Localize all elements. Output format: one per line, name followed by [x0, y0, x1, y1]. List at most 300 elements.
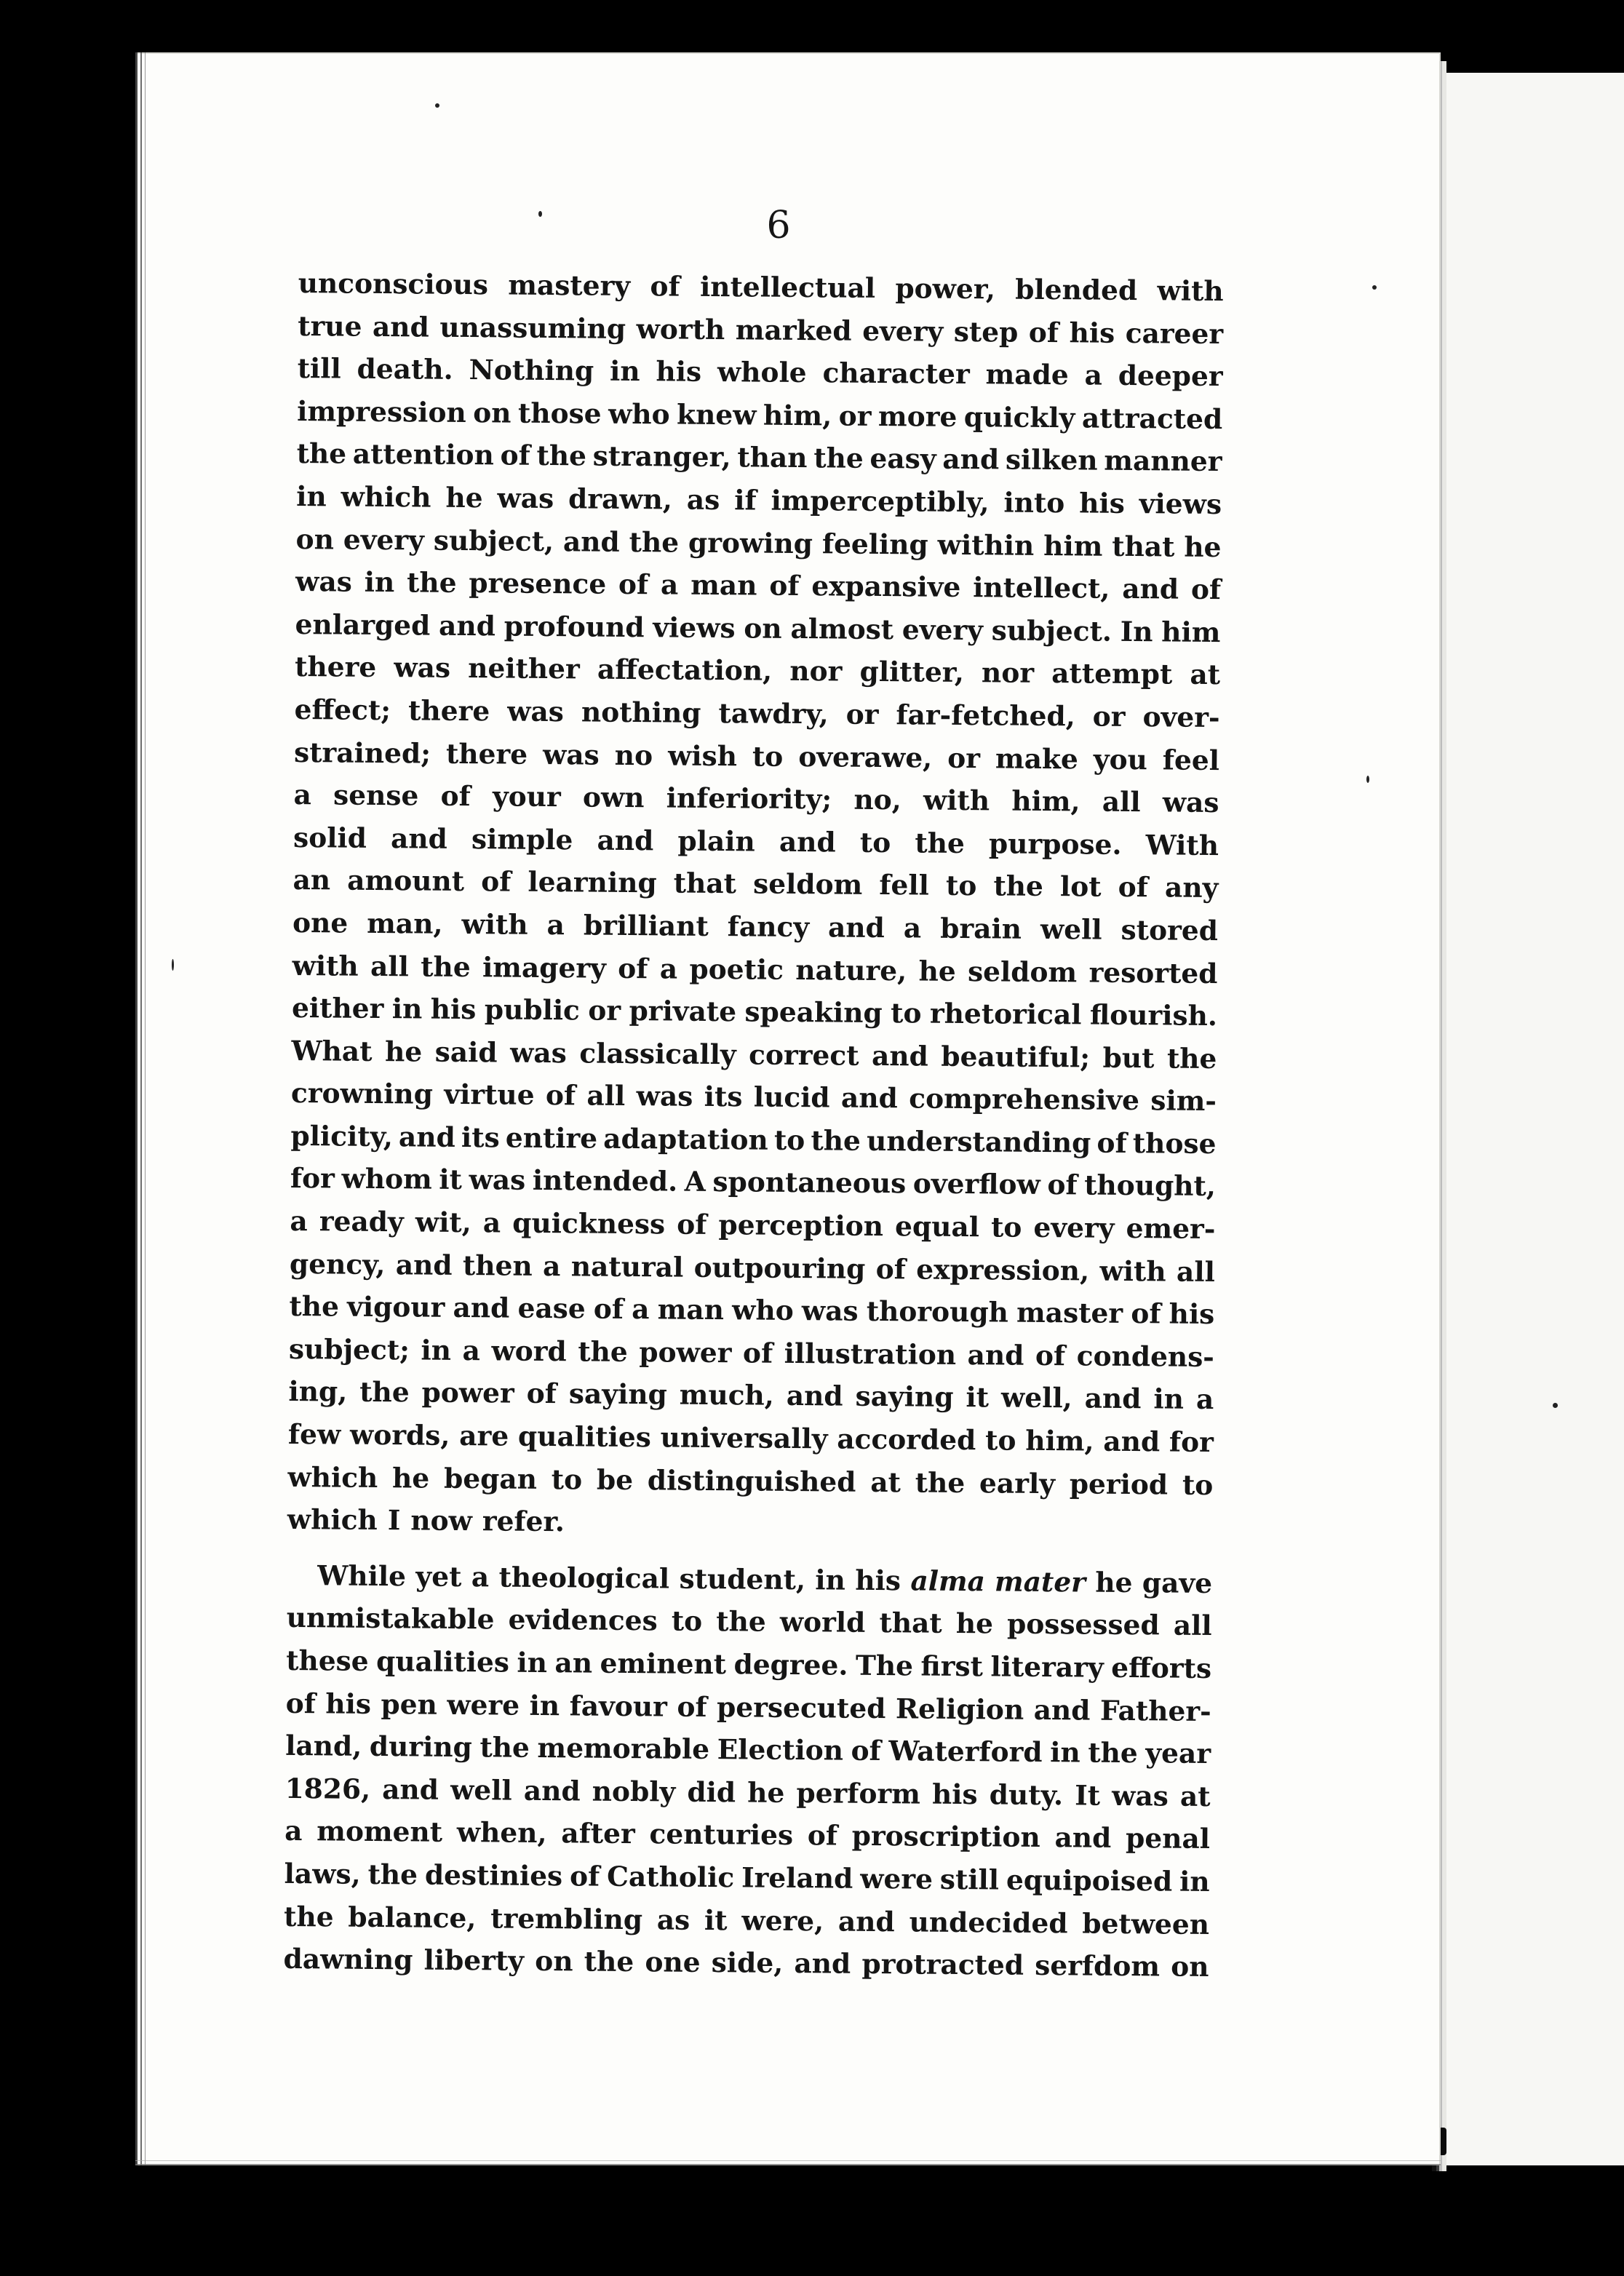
- word: was: [497, 482, 554, 515]
- text-line: [291, 1030, 1217, 1081]
- word: to: [1182, 1468, 1214, 1501]
- word: wit,: [415, 1206, 471, 1239]
- word: and: [840, 1081, 899, 1115]
- word: of: [1131, 1297, 1161, 1330]
- word: the: [367, 1858, 418, 1891]
- word: profound: [503, 610, 645, 643]
- word: knew: [676, 398, 757, 431]
- word: of: [285, 1687, 317, 1719]
- word: attention: [352, 438, 495, 471]
- word: of: [807, 1819, 838, 1852]
- word: brain: [940, 912, 1022, 945]
- word: the: [406, 566, 457, 600]
- word: nothing: [581, 696, 701, 729]
- word: gency,: [289, 1247, 386, 1281]
- word: and: [942, 443, 1000, 476]
- word: for: [1169, 1425, 1214, 1459]
- word: distinguished: [647, 1463, 856, 1498]
- word: equipoised: [1006, 1863, 1173, 1898]
- text-line: [286, 1639, 1211, 1690]
- word: his: [325, 1687, 372, 1720]
- word: unassuming: [439, 311, 626, 345]
- word: him,: [763, 399, 832, 432]
- word: penal: [1125, 1822, 1211, 1855]
- word: if: [734, 484, 757, 517]
- text-line: [290, 1200, 1215, 1251]
- word: subject;: [288, 1332, 410, 1366]
- word: wish: [667, 739, 738, 772]
- word: true: [298, 309, 362, 343]
- word: speaking: [744, 995, 883, 1030]
- word: impression: [297, 394, 466, 429]
- word: well: [1040, 912, 1102, 946]
- word: student,: [679, 1562, 806, 1596]
- word: perform: [796, 1776, 921, 1810]
- word: and: [1054, 1821, 1112, 1855]
- word: a: [546, 908, 565, 942]
- word: who: [608, 397, 670, 431]
- word: and: [390, 821, 448, 855]
- word: at: [1179, 1780, 1211, 1813]
- word: refer.: [482, 1505, 565, 1538]
- word: with: [292, 949, 359, 982]
- word: your: [492, 780, 561, 813]
- word: master: [1016, 1296, 1123, 1330]
- word: of: [526, 1377, 557, 1410]
- word: quickly: [963, 400, 1075, 434]
- word: a: [542, 1249, 561, 1282]
- word: silken: [1005, 443, 1098, 477]
- word: rhetorical: [929, 997, 1082, 1031]
- word: make: [995, 741, 1079, 775]
- word: period: [1069, 1467, 1169, 1501]
- word: solid: [292, 821, 367, 854]
- word: of: [593, 1292, 624, 1326]
- word: plicity,: [290, 1119, 394, 1153]
- text-line: [284, 1895, 1209, 1946]
- word: with: [1157, 274, 1224, 308]
- word: well,: [1000, 1381, 1072, 1414]
- word: his: [1069, 316, 1115, 349]
- word: quickness: [512, 1206, 666, 1241]
- word: either: [291, 992, 384, 1025]
- word: every: [1033, 1211, 1115, 1244]
- word: accorded: [837, 1422, 976, 1457]
- text-line: [284, 1810, 1210, 1861]
- word: expansive: [811, 570, 961, 604]
- word: Nothing: [469, 354, 594, 387]
- word: during: [369, 1730, 473, 1764]
- word: efforts: [1111, 1651, 1212, 1685]
- word: nor: [981, 656, 1035, 690]
- word: which: [341, 480, 431, 514]
- word: was: [469, 1163, 526, 1197]
- paragraph: [283, 1554, 1212, 1989]
- word: it: [966, 1381, 990, 1414]
- word: imagery: [482, 950, 607, 984]
- word: nobly: [592, 1775, 676, 1808]
- word: a: [632, 1293, 650, 1326]
- text-line: [283, 1938, 1209, 1989]
- scan-speck: [1372, 285, 1377, 290]
- word: was: [295, 565, 353, 598]
- text-line: [285, 1682, 1211, 1733]
- word: those: [1132, 1126, 1217, 1160]
- word: the: [578, 1335, 628, 1368]
- word: it: [439, 1163, 463, 1196]
- word: centuries: [649, 1818, 794, 1852]
- word: entire: [505, 1121, 598, 1155]
- word: dawning: [283, 1943, 413, 1976]
- word: at: [870, 1465, 901, 1498]
- word: whom: [341, 1163, 432, 1196]
- word: a: [1195, 1383, 1214, 1416]
- text-line: [295, 645, 1220, 696]
- word: death.: [357, 352, 453, 386]
- word: resorted: [1088, 956, 1218, 990]
- text-line: [290, 1243, 1215, 1294]
- text-line: [297, 390, 1222, 441]
- word: far-fetched,: [896, 699, 1075, 733]
- word: to: [984, 1424, 1016, 1457]
- word: and: [523, 1774, 581, 1807]
- word: word: [491, 1334, 567, 1368]
- word: one: [645, 1946, 701, 1979]
- word: to: [890, 997, 922, 1030]
- word: of: [1035, 1339, 1066, 1372]
- body-text: [283, 262, 1224, 1989]
- word: evidences: [508, 1603, 658, 1637]
- word: laws,: [284, 1857, 361, 1890]
- scan-speck: [435, 103, 439, 108]
- word: sim-: [1150, 1084, 1217, 1118]
- word: the: [296, 437, 347, 470]
- text-line: [289, 1328, 1214, 1379]
- word: and: [395, 1248, 453, 1281]
- word: plain: [677, 824, 755, 858]
- text-line: [290, 1115, 1216, 1166]
- text-line: [292, 944, 1217, 995]
- word: those: [517, 397, 602, 430]
- word: and: [1084, 1382, 1142, 1415]
- word: and: [967, 1338, 1024, 1372]
- word: a: [660, 568, 679, 601]
- word: with: [923, 784, 990, 817]
- word: to: [752, 740, 784, 773]
- word: neither: [468, 652, 580, 685]
- word: world: [779, 1606, 866, 1639]
- word: then: [462, 1249, 533, 1282]
- word: made: [985, 358, 1069, 391]
- word: him,: [1011, 784, 1080, 818]
- word: words,: [349, 1418, 450, 1452]
- word: intellectual: [699, 270, 876, 304]
- word: and: [837, 1905, 895, 1938]
- word: views: [653, 611, 736, 645]
- word: man: [690, 568, 757, 602]
- word: a: [903, 912, 922, 944]
- word: he: [445, 481, 483, 514]
- word: inferiority;: [666, 781, 832, 816]
- italic-phrase: alma mater: [910, 1564, 1086, 1599]
- word: blended: [1015, 273, 1138, 307]
- word: but: [1102, 1041, 1155, 1074]
- word: and: [1122, 573, 1179, 605]
- word: of: [618, 952, 648, 984]
- word: step: [953, 315, 1019, 349]
- word: are: [459, 1420, 509, 1452]
- word: than: [737, 441, 808, 474]
- word: in: [609, 354, 640, 388]
- word: views: [1139, 488, 1222, 521]
- word: was: [1162, 786, 1219, 819]
- word: theological: [498, 1561, 670, 1595]
- word: a: [482, 1206, 501, 1239]
- word: he: [747, 1776, 785, 1809]
- word: an: [292, 864, 331, 896]
- word: expression,: [916, 1253, 1090, 1287]
- word: or: [1092, 700, 1126, 733]
- word: subject,: [433, 524, 554, 557]
- word: correct: [748, 1038, 859, 1072]
- word: that: [1112, 530, 1175, 563]
- word: saying: [568, 1377, 667, 1411]
- word: his: [656, 355, 702, 389]
- word: of: [618, 568, 649, 601]
- word: the: [1088, 1736, 1138, 1770]
- page-number: 6: [766, 204, 791, 247]
- word: within: [937, 528, 1035, 562]
- word: and: [562, 525, 620, 558]
- word: every: [861, 314, 944, 348]
- word: the: [716, 1605, 766, 1639]
- word: in: [391, 992, 423, 1025]
- word: purpose.: [988, 827, 1122, 861]
- word: of: [1047, 1169, 1078, 1201]
- word: qualities: [517, 1420, 652, 1454]
- word: attempt: [1051, 657, 1173, 691]
- word: destinies: [424, 1858, 563, 1893]
- word: protracted: [861, 1948, 1024, 1981]
- word: vigour: [346, 1290, 445, 1324]
- word: in: [421, 1334, 452, 1366]
- word: the: [811, 1124, 861, 1157]
- word: lucid: [753, 1081, 830, 1114]
- scan-speck: [538, 211, 542, 217]
- word: simple: [471, 822, 573, 856]
- word: adaptation: [603, 1122, 768, 1156]
- word: now: [410, 1504, 473, 1537]
- word: a: [659, 952, 678, 985]
- word: all: [370, 950, 410, 982]
- word: and: [786, 1380, 843, 1413]
- word: and: [372, 310, 429, 343]
- word: to: [945, 870, 977, 902]
- word: Waterford: [888, 1735, 1043, 1769]
- word: all: [1173, 1609, 1212, 1642]
- word: the: [536, 439, 587, 472]
- word: after: [561, 1817, 635, 1850]
- page-left-edge: [135, 52, 154, 2165]
- word: of: [650, 270, 680, 303]
- word: equal: [894, 1210, 980, 1244]
- word: was: [636, 1080, 693, 1113]
- word: and: [1103, 1425, 1161, 1458]
- word: to: [551, 1463, 583, 1496]
- word: every: [901, 613, 984, 646]
- word: persecuted: [716, 1690, 886, 1724]
- word: proscription: [851, 1820, 1040, 1854]
- word: on: [535, 1945, 573, 1978]
- word: in: [364, 565, 395, 599]
- word: illustration: [784, 1337, 957, 1371]
- text-line: [284, 1853, 1209, 1903]
- word: learning: [528, 866, 657, 899]
- word: well: [450, 1773, 512, 1807]
- word: on: [744, 612, 782, 645]
- word: of: [851, 1734, 882, 1767]
- word: in: [1050, 1736, 1080, 1769]
- word: to: [773, 1123, 805, 1156]
- word: whole: [717, 356, 807, 389]
- word: said: [434, 1035, 498, 1069]
- word: unconscious: [298, 266, 489, 301]
- word: almost: [790, 612, 894, 645]
- word: the: [993, 870, 1044, 903]
- word: growing: [688, 526, 813, 560]
- word: of: [742, 1337, 773, 1369]
- word: or: [845, 698, 879, 731]
- text-line: [298, 305, 1223, 356]
- word: first: [920, 1650, 984, 1683]
- word: of: [545, 1079, 576, 1112]
- text-line: [292, 902, 1218, 952]
- word: intended.: [532, 1164, 678, 1198]
- word: was: [507, 695, 565, 728]
- word: and: [438, 609, 496, 642]
- word: and: [871, 1039, 929, 1073]
- word: ready: [319, 1205, 405, 1238]
- word: and: [1033, 1693, 1091, 1727]
- word: all: [1102, 785, 1141, 819]
- page-bottom-edge: [135, 2152, 1441, 2165]
- word: the: [915, 827, 966, 859]
- word: him: [1161, 616, 1221, 648]
- word: overawe,: [798, 740, 933, 774]
- word: thorough: [866, 1295, 1009, 1329]
- word: of: [677, 1690, 707, 1723]
- word: eminent: [600, 1647, 727, 1681]
- word: duty.: [989, 1778, 1064, 1812]
- word: in: [295, 480, 327, 513]
- text-line: [292, 987, 1217, 1038]
- word: the: [629, 525, 680, 559]
- word: or: [588, 994, 621, 1027]
- text-line: [284, 1767, 1210, 1818]
- text-line: [287, 1554, 1212, 1605]
- word: the: [359, 1376, 410, 1409]
- text-line: [289, 1285, 1214, 1336]
- word: understanding: [866, 1124, 1091, 1159]
- word: strained;: [293, 736, 431, 770]
- scan-speck: [1366, 776, 1369, 783]
- word: and: [597, 824, 654, 857]
- word: began: [443, 1462, 538, 1495]
- word: power: [421, 1376, 514, 1410]
- word: a: [284, 1815, 303, 1847]
- word: In: [1120, 615, 1153, 648]
- word: be: [596, 1463, 634, 1496]
- word: perception: [718, 1209, 884, 1243]
- word: nature,: [795, 953, 907, 987]
- word: of: [440, 779, 471, 813]
- word: to: [671, 1604, 703, 1638]
- word: as: [656, 1903, 690, 1936]
- word: power,: [895, 272, 996, 306]
- word: lot: [1059, 870, 1102, 903]
- word: which: [287, 1503, 378, 1537]
- word: land,: [285, 1730, 362, 1763]
- text-line: [290, 1157, 1216, 1208]
- word: when,: [456, 1816, 547, 1850]
- word: pen: [381, 1687, 438, 1721]
- word: brilliant: [583, 909, 709, 942]
- word: 1826,: [284, 1772, 371, 1805]
- word: was: [394, 651, 451, 685]
- word: ease: [517, 1292, 586, 1325]
- text-line: [293, 773, 1219, 824]
- word: the: [289, 1290, 340, 1323]
- word: to: [990, 1211, 1022, 1244]
- text-line: [296, 432, 1222, 483]
- word: drawn,: [568, 482, 673, 516]
- word: in: [815, 1564, 846, 1596]
- scan-speck: [172, 959, 174, 971]
- word: stored: [1121, 913, 1219, 947]
- word: he: [384, 1035, 423, 1068]
- word: on: [295, 522, 335, 556]
- word: Catholic: [606, 1860, 735, 1894]
- word: Father-: [1099, 1694, 1211, 1727]
- text-line: [287, 1498, 1213, 1549]
- word: it: [704, 1903, 728, 1936]
- word: spontaneous: [712, 1166, 907, 1200]
- word: With: [1145, 828, 1219, 862]
- text-line: [288, 1370, 1214, 1421]
- word: manner: [1104, 445, 1222, 478]
- word: with: [1099, 1254, 1166, 1288]
- word: there: [407, 694, 490, 728]
- word: the: [479, 1731, 530, 1764]
- word: were: [860, 1862, 934, 1895]
- word: one: [292, 906, 349, 939]
- word: effect;: [294, 693, 391, 727]
- word: there: [294, 650, 377, 684]
- word: till: [297, 352, 341, 385]
- word: I: [387, 1504, 401, 1537]
- word: of: [875, 1252, 907, 1285]
- word: career: [1125, 317, 1224, 350]
- text-line: [296, 475, 1222, 526]
- word: he: [391, 1461, 430, 1495]
- text-line: [286, 1596, 1211, 1647]
- word: While: [317, 1559, 407, 1593]
- word: into: [1003, 486, 1065, 520]
- word: Election: [717, 1733, 844, 1767]
- word: of: [1118, 871, 1149, 904]
- word: nor: [789, 655, 843, 688]
- word: the: [283, 1900, 334, 1933]
